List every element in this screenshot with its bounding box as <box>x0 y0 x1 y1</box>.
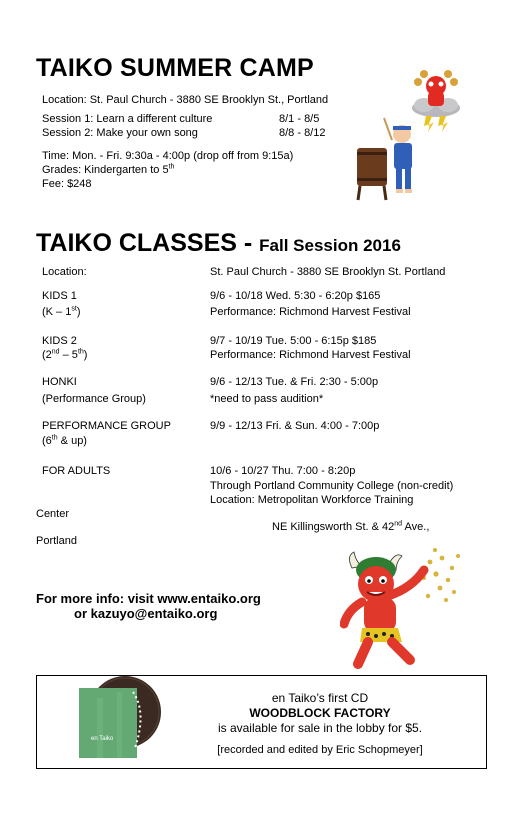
adults-line3: Location: Metropolitan Workforce Training <box>210 494 414 506</box>
classes-title: TAIKO CLASSES - Fall Session 2016 <box>36 229 401 257</box>
cd-line-1: en Taiko’s first CD <box>271 691 369 705</box>
cd-line-4: [recorded and edited by Eric Schopmeyer] <box>217 744 423 756</box>
kids1-range: (K – 1st) <box>42 305 81 318</box>
honki-note: *need to pass audition* <box>210 393 324 405</box>
classes-location-value: St. Paul Church - 3880 SE Brooklyn St. Portland <box>210 266 446 278</box>
adults-portland: Portland <box>36 535 77 547</box>
adults-line2: Through Portland Community College (non-credit) <box>210 480 454 492</box>
adults-address: NE Killingsworth St. & 42nd Ave., <box>272 520 430 533</box>
camp-title: TAIKO SUMMER CAMP <box>36 54 314 82</box>
camp-fee: Fee: $248 <box>42 178 92 190</box>
kids1-note: Performance: Richmond Harvest Festival <box>210 306 411 318</box>
kids2-note: Performance: Richmond Harvest Festival <box>210 349 411 361</box>
cd-promo-box <box>36 675 487 769</box>
honki-schedule: 9/6 - 12/13 Tue. & Fri. 2:30 - 5:00p <box>210 376 379 388</box>
classes-location-label: Location: <box>42 266 87 278</box>
kids2-schedule: 9/7 - 10/19 Tue. 5:00 - 6:15p $185 <box>210 335 377 347</box>
camp-session-1-dates: 8/1 - 8/5 <box>279 113 320 125</box>
kids1-label: KIDS 1 <box>42 290 77 302</box>
cd-cover-text: en Taiko <box>91 736 114 742</box>
taiko-drummer-illustration <box>356 112 418 202</box>
cd-line-3: is available for sale in the lobby for $5. <box>217 721 423 735</box>
red-oni-illustration <box>340 540 465 670</box>
camp-grades: Grades: Kindergarten to 5th <box>42 163 175 176</box>
cd-line-2: WOODBLOCK FACTORY <box>249 706 391 720</box>
perf-label: PERFORMANCE GROUP <box>42 420 171 432</box>
camp-location: Location: St. Paul Church - 3880 SE Brooklyn St., Portland <box>42 94 329 106</box>
honki-sublabel: (Performance Group) <box>42 393 146 405</box>
adults-center: Center <box>36 508 70 520</box>
info-line-1: For more info: visit www.entaiko.org <box>36 591 261 606</box>
cd-cover-image <box>77 668 162 766</box>
camp-session-2-dates: 8/8 - 8/12 <box>279 127 326 139</box>
perf-range: (6th & up) <box>42 434 87 447</box>
adults-schedule: 10/6 - 10/27 Thu. 7:00 - 8:20p <box>210 465 356 477</box>
kids1-schedule: 9/6 - 10/18 Wed. 5:30 - 6:20p $165 <box>210 290 381 302</box>
honki-label: HONKI <box>42 376 77 388</box>
camp-time: Time: Mon. - Fri. 9:30a - 4:00p (drop off from 9:15a) <box>42 150 294 162</box>
kids2-range: (2nd – 5th) <box>42 348 88 361</box>
adults-label: FOR ADULTS <box>42 465 111 477</box>
classes-subtitle: Fall Session 2016 <box>259 236 401 255</box>
kids2-label: KIDS 2 <box>42 335 77 347</box>
perf-schedule: 9/9 - 12/13 Fri. & Sun. 4:00 - 7:00p <box>210 420 380 432</box>
info-line-2: or kazuyo@entaiko.org <box>74 606 218 621</box>
camp-session-1: Session 1: Learn a different culture <box>42 113 213 125</box>
camp-session-2: Session 2: Make your own song <box>42 127 198 139</box>
